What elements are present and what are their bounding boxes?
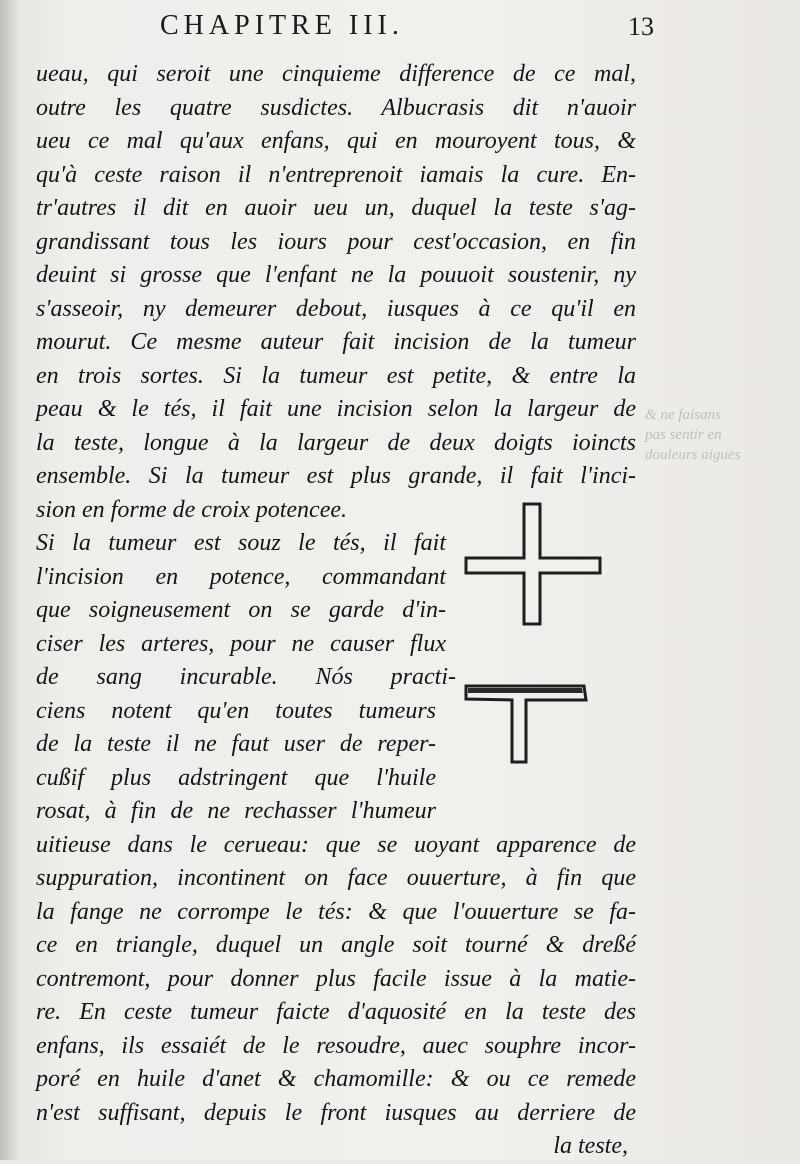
tee-top-shading [468,688,583,693]
cross-potence-diagram [460,498,610,630]
text-line: ce en triangle, duquel un angle soit tourné & dreßé [36,932,636,958]
text-line: de la teste il ne faut user de reper- [36,731,436,757]
cross-shape [466,504,600,624]
text-line: Si la tumeur est souz le tés, il fait [36,530,446,556]
text-line: enfans, ils essaiét de le resoudre, auec souphre incor- [36,1032,636,1059]
text-line: contremont, pour donner plus facile issue à la matie- [36,965,636,992]
page-gutter-shadow [0,0,20,1160]
text-line: s'asseoir, ny demeurer debout, iusques à ce qu'il en [36,295,636,322]
text-line: mourut. Ce mesme auteur fait incision de la tumeur [36,329,636,355]
text-line: cußif plus adstringent que l'huile [36,764,436,791]
show-through-line: douleurs aigues [645,447,741,463]
text-line: ensemble. Si la tumeur est plus grande, il fait l'inci- [36,463,636,489]
text-line: grandissant tous les iours pour cest'occasion, en fin [36,228,636,255]
text-line: ciser les arteres, pour ne causer flux [36,630,446,657]
text-line: qu'à ceste raison il n'entreprenoit iamais la cure. En- [36,161,636,188]
page-header [0,8,800,48]
text-line: rosat, à fin de ne rechasser l'humeur [36,798,436,824]
text-line: en trois sortes. Si la tumeur est petite, & entre la [36,362,636,389]
text-line: tr'autres il dit en auoir ueu un, duquel la teste s'ag- [36,195,636,221]
text-line: que soigneusement on se garde d'in- [36,597,446,623]
show-through-line: pas sentir en [645,427,722,443]
text-line: ueu ce mal qu'aux enfans, qui en mouroyent tous, & [36,128,636,154]
text-line: re. En ceste tumeur faicte d'aquosité en la teste des [36,999,636,1025]
text-line: la teste, longue à la largeur de deux doigts ioincts [36,429,636,456]
text-line: uitieuse dans le cerueau: que se uoyant apparence de [36,831,636,858]
text-line: deuint si grosse que l'enfant ne la pouuoit soustenir, ny [36,262,636,288]
tee-shape [466,686,586,762]
running-head: CHAPITRE III. [160,10,404,41]
page-number: 13 [628,12,654,41]
text-line: peau & le tés, il fait une incision selon la largeur de [36,396,636,422]
text-line: n'est suffisant, depuis le front iusques au derriere de [36,1099,636,1126]
text-line: poré en huile d'anet & chamomille: & ou ce remede [36,1066,636,1092]
text-line: ueau, qui seroit une cinquieme difference de ce mal, [36,61,636,87]
text-line: outre les quatre susdictes. Albucrasis dit n'auoir [36,94,636,121]
tee-potence-diagram [460,680,595,768]
catchword: la teste, [553,1133,628,1159]
text-line: la fange ne corrompe le tés: & que l'ouuerture se fa- [36,898,636,925]
show-through-margin-note [645,405,795,465]
text-line: de sang incurable. Nós practi- [36,664,456,690]
text-line: l'incision en potence, commandant [36,563,446,590]
text-line: suppuration, incontinent on face ouuerture, à fin que [36,865,636,891]
show-through-line: & ne faisans [645,407,721,423]
text-line: ciens notent qu'en toutes tumeurs [36,697,436,724]
text-line: sion en forme de croix potencee. [36,496,348,523]
